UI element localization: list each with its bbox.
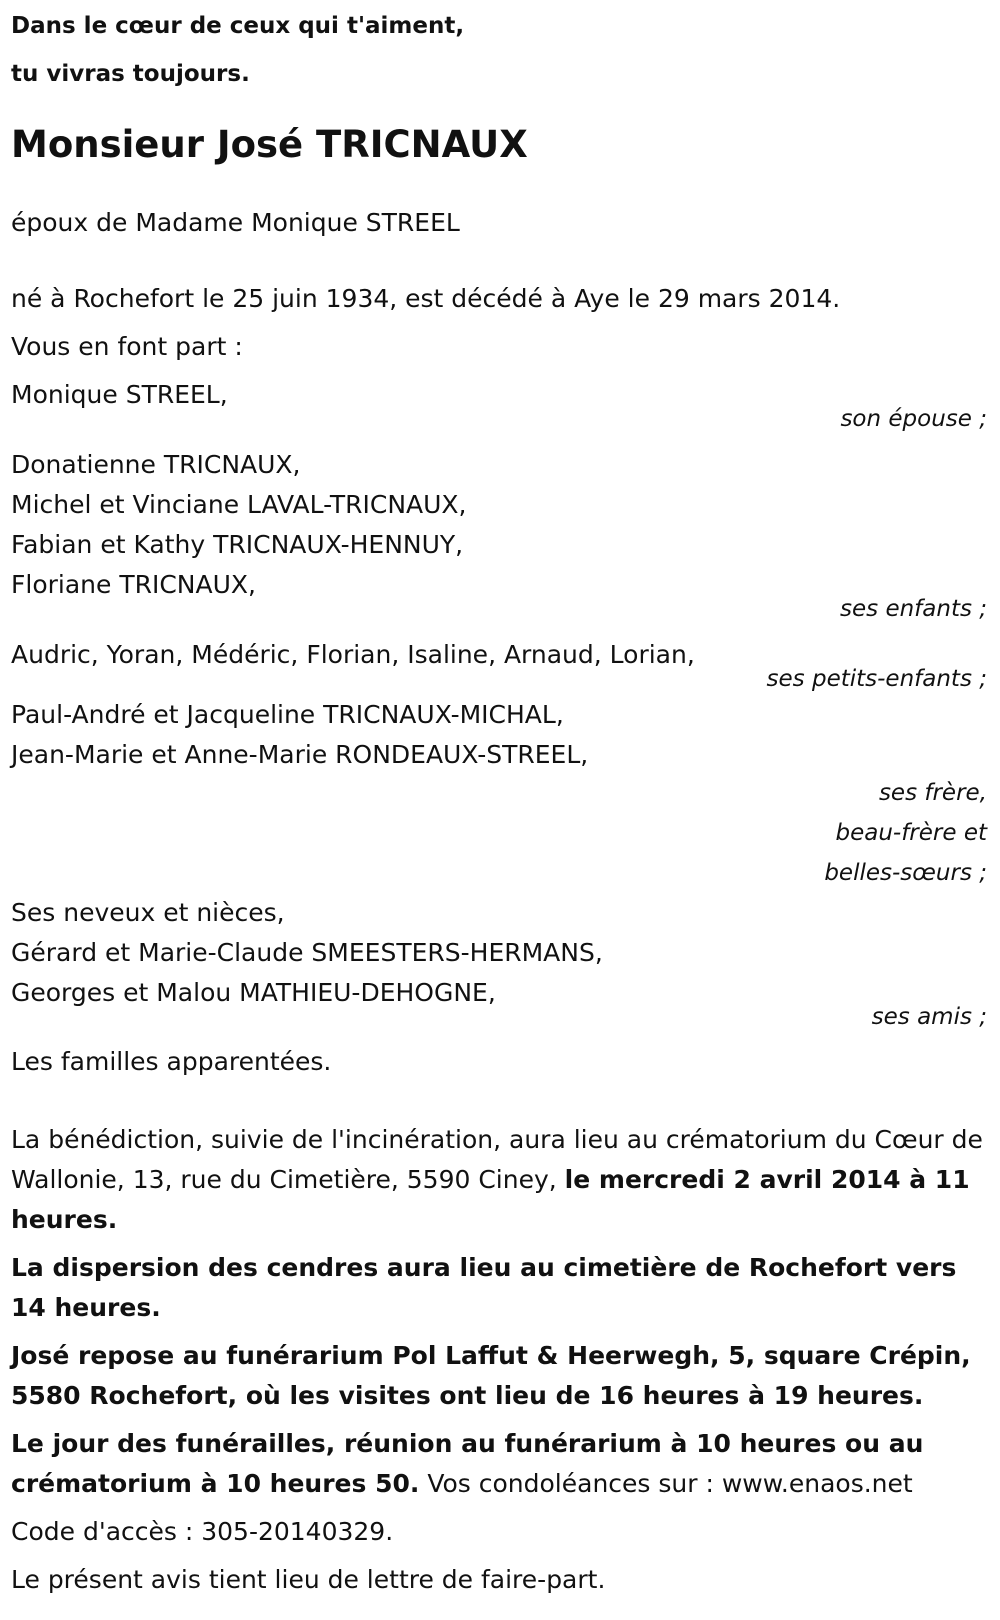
deceased-name: Monsieur José TRICNAUX [11, 123, 528, 166]
mourner-group-children [11, 445, 989, 629]
mourner-name: Fabian et Kathy TRICNAUX-HENNUY, [11, 530, 464, 559]
mourner-group-grandchildren [11, 635, 989, 699]
relation-line: belles-sœurs ; [824, 860, 987, 886]
epigraph [11, 2, 989, 98]
mourner-name: Donatienne TRICNAUX, [11, 450, 301, 479]
relation-line: son épouse ; [840, 406, 987, 432]
access-code: Code d'accès : 305-20140329. [11, 1517, 394, 1546]
epigraph-line-2: tu vivras toujours. [11, 61, 250, 87]
mourner-group-spouse [11, 375, 989, 439]
mourner-name: Paul-André et Jacqueline TRICNAUX-MICHAL, [11, 700, 564, 729]
relation-line: beau-frère et [835, 820, 987, 846]
mourner-names [11, 695, 989, 775]
mourner-group-siblings [11, 695, 989, 893]
mourner-names [11, 445, 989, 605]
spouse-line: époux de Madame Monique STREEL [11, 208, 460, 237]
mourner-name: Jean-Marie et Anne-Marie RONDEAUX-STREEL, [11, 740, 589, 769]
birth-death-line: né à Rochefort le 25 juin 1934, est décédé à Aye le 29 mars 2014. [11, 284, 841, 313]
condolences-text: Vos condoléances sur : www.enaos.net [427, 1469, 913, 1498]
families-line: Les familles apparentées. [11, 1047, 332, 1076]
mourner-name: Michel et Vinciane LAVAL-TRICNAUX, [11, 490, 467, 519]
mourner-name: Ses neveux et nièces, [11, 898, 285, 927]
mourner-group-friends [11, 893, 989, 1037]
mourner-name: Georges et Malou MATHIEU-DEHOGNE, [11, 978, 496, 1007]
funeral-day-paragraph [11, 1424, 989, 1504]
funeral-day-text: Le jour des funérailles, réunion au funérarium à 10 heures ou au crématorium à 10 heures 50. [11, 1429, 924, 1498]
epigraph-line-1: Dans le cœur de ceux qui t'aiment, [11, 13, 465, 39]
ceremony-text: La bénédiction, suivie de l'incinération, aura lieu au crématorium du Cœur de Wallonie, 13, rue du Cimetière, 5590 Ciney, [11, 1125, 983, 1194]
mourner-name: Gérard et Marie-Claude SMEESTERS-HERMANS, [11, 938, 603, 967]
obituary-notice [11, 0, 989, 1600]
ceremony-paragraph [11, 1120, 989, 1240]
mourner-name: Monique STREEL, [11, 380, 228, 409]
announcement-intro: Vous en font part : [11, 332, 243, 361]
ceremony-date: le mercredi 2 avril 2014 à 11 heures. [11, 1165, 970, 1234]
mourner-names [11, 893, 989, 1013]
relation-line: ses petits-enfants ; [766, 666, 987, 692]
footer-note: Le présent avis tient lieu de lettre de faire-part. [11, 1565, 606, 1594]
mourner-name: Floriane TRICNAUX, [11, 570, 256, 599]
mourner-name: Audric, Yoran, Médéric, Florian, Isaline, Arnaud, Lorian, [11, 640, 695, 669]
relation-line: ses enfants ; [840, 596, 987, 622]
funeral-home-paragraph: José repose au funérarium Pol Laffut & Heerwegh, 5, square Crépin, 5580 Rochefort, où les visites ont lieu de 16 heures à 19 heures. [11, 1341, 971, 1410]
dispersion-paragraph: La dispersion des cendres aura lieu au cimetière de Rochefort vers 14 heures. [11, 1253, 957, 1322]
relation-line: ses amis ; [871, 1004, 987, 1030]
relation-label [11, 773, 989, 893]
relation-line: ses frère, [878, 780, 987, 806]
